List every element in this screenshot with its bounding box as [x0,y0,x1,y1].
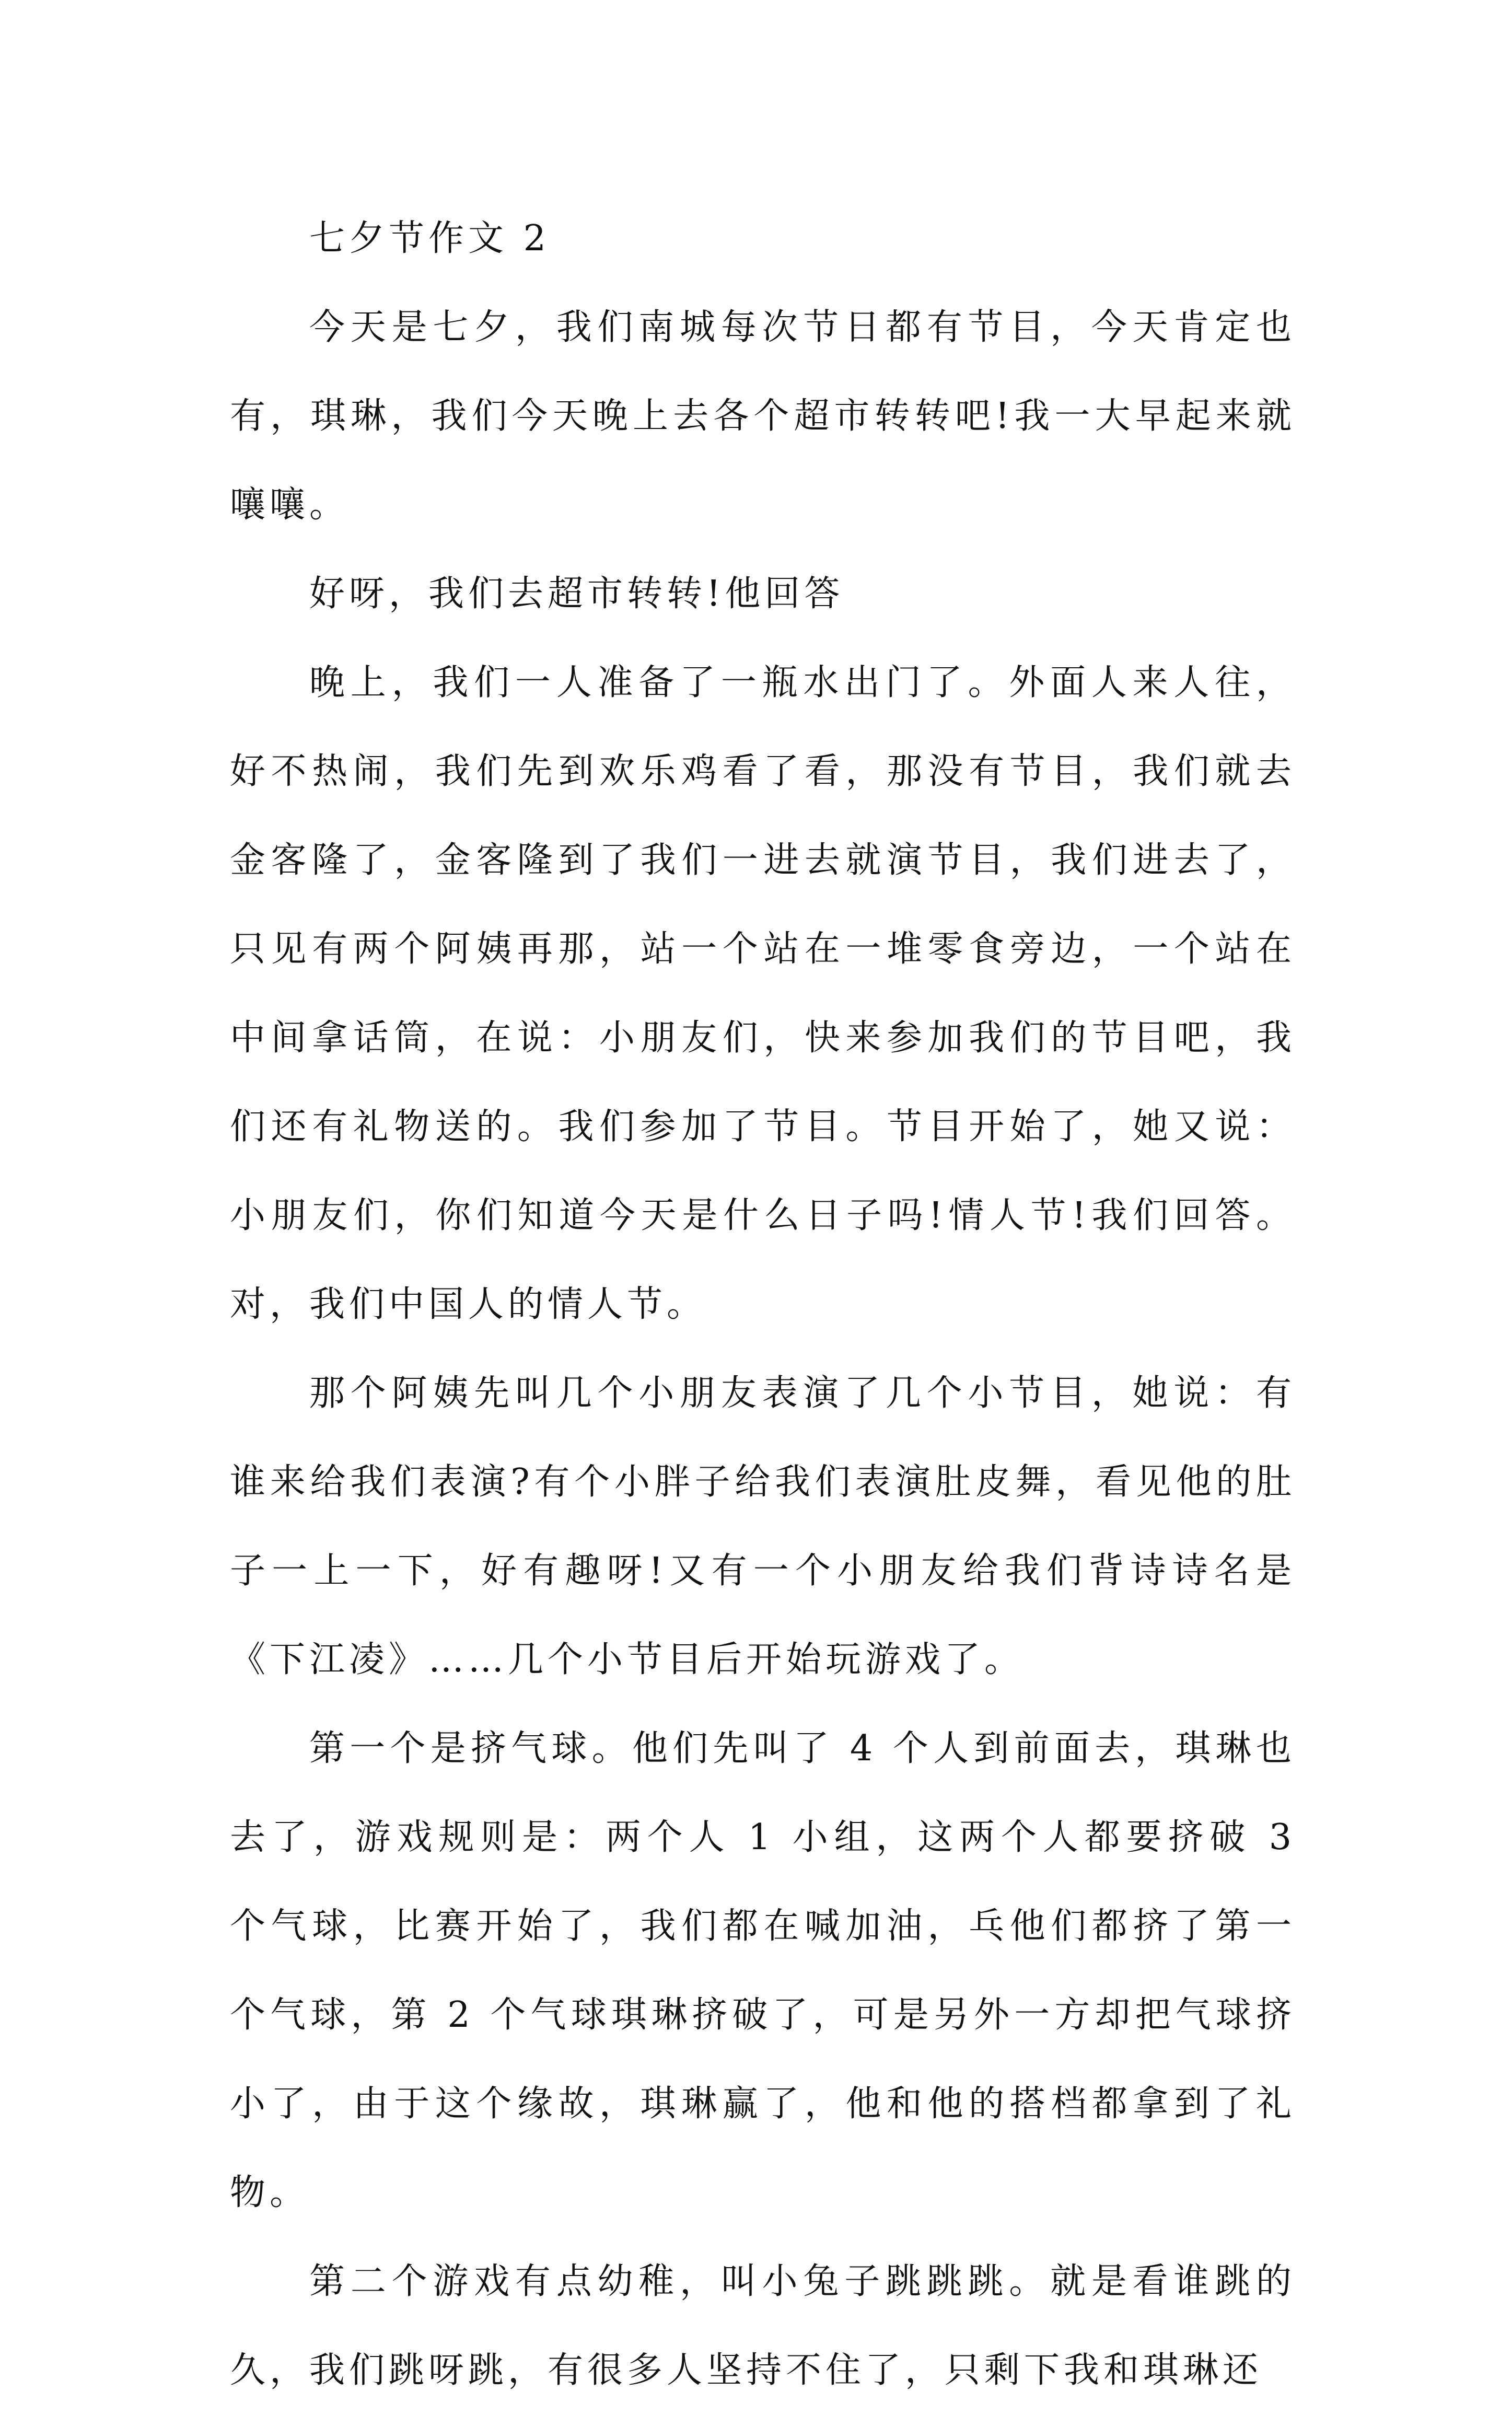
paragraph-5: 第一个是挤气球。他们先叫了 4 个人到前面去，琪琳也去了，游戏规则是：两个人 1 小组，这两个人都要挤破 3 个气球，比赛开始了，我们都在喊加油，乓他们都挤了第一个气球，第 2 个气球琪琳挤破了，可是另外一方却把气球挤小了，由于这个缘故，琪琳赢了，他和他的搭档都拿到了礼物。 [230,1728,1296,2213]
paragraph-1: 今天是七夕，我们南城每次节日都有节目，今天肯定也有，琪琳，我们今天晚上去各个超市转转吧!我一大早起来就嚷嚷。 [230,307,1296,526]
document-body [230,194,1296,2415]
paragraph-6: 第二个游戏有点幼稚，叫小兔子跳跳跳。就是看谁跳的久，我们跳呀跳，有很多人坚持不住了，只剩下我和琪琳还 [230,2261,1296,2391]
paragraph-3: 晚上，我们一人准备了一瓶水出门了。外面人来人往，好不热闹，我们先到欢乐鸡看了看，那没有节目，我们就去金客隆了，金客隆到了我们一进去就演节目，我们进去了，只见有两个阿姨再那，站一个站在一堆零食旁边，一个站在中间拿话筒，在说：小朋友们，快来参加我们的节目吧，我们还有礼物送的。我们参加了节目。节目开始了，她又说：小朋友们，你们知道今天是什么日子吗!情人节!我们回答。对，我们中国人的情人节。 [230,662,1296,1325]
essay-title: 七夕节作文 2 [309,218,550,259]
paragraph-4: 那个阿姨先叫几个小朋友表演了几个小节目，她说：有谁来给我们表演?有个小胖子给我们表演肚皮舞，看见他的肚子一上一下，好有趣呀!又有一个小朋友给我们背诗诗名是《下江凌》……几个小节目后开始玩游戏了。 [230,1373,1296,1680]
paragraph-2: 好呀，我们去超市转转!他回答 [309,573,844,614]
